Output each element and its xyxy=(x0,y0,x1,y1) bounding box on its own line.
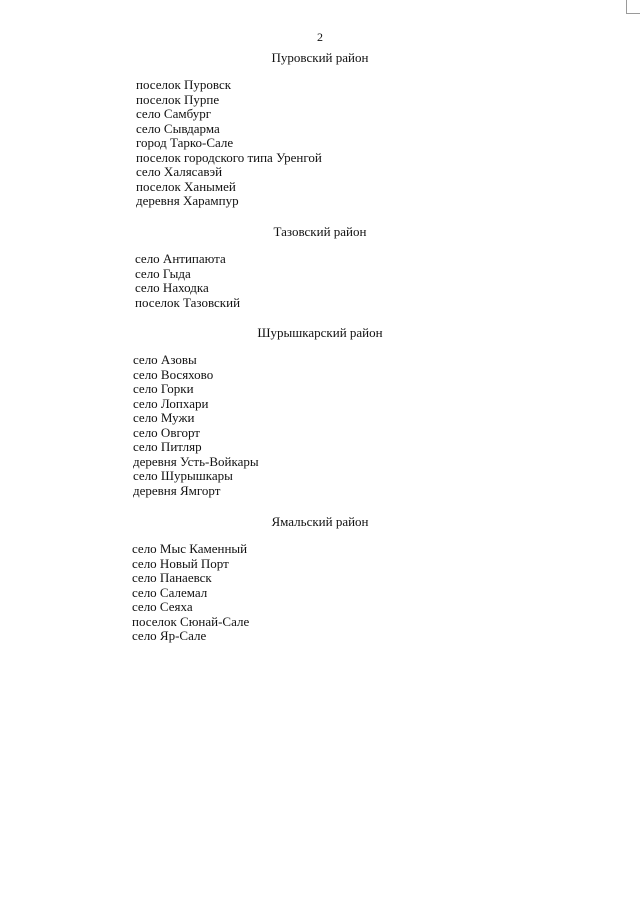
list-item: поселок городского типа Уренгой xyxy=(136,149,322,165)
list-item: деревня Ямгорт xyxy=(133,482,221,498)
settlement-list-purovsky xyxy=(136,78,322,209)
list-item: село Халясавэй xyxy=(136,164,223,179)
settlement-list-yamalsky xyxy=(132,542,249,644)
list-item: село Мыс Каменный xyxy=(132,541,248,556)
list-item: село Салемал xyxy=(132,584,208,600)
page-number: 2 xyxy=(317,30,323,44)
list-item: село Панаевск xyxy=(132,570,212,585)
page-corner-mark xyxy=(626,0,640,14)
list-item: село Сывдарма xyxy=(136,120,220,136)
section-heading-shuryshkarsky: Шурышкарский район xyxy=(257,325,383,340)
section-heading-tazovsky: Тазовский район xyxy=(273,224,367,239)
list-item: село Питляр xyxy=(133,439,202,454)
settlement-list-shuryshkarsky xyxy=(133,353,259,498)
list-item: село Азовы xyxy=(133,352,197,367)
list-item: поселок Пурпе xyxy=(136,91,220,107)
list-item: село Находка xyxy=(135,280,209,295)
list-item: село Яр-Сале xyxy=(132,628,207,643)
section-heading-yamalsky: Ямальский район xyxy=(271,514,369,529)
list-item: поселок Сюнай-Сале xyxy=(132,613,250,629)
list-item: село Восяхово xyxy=(133,366,214,382)
list-item: деревня Харампур xyxy=(136,193,239,208)
list-item: село Новый Порт xyxy=(132,555,229,571)
section-heading-purovsky: Пуровский район xyxy=(271,50,369,65)
list-item: село Антипаюта xyxy=(135,251,226,266)
list-item: село Гыда xyxy=(135,265,191,281)
list-item: село Горки xyxy=(133,381,194,396)
list-item: село Лопхари xyxy=(133,395,209,411)
list-item: село Овгорт xyxy=(133,424,200,440)
list-item: поселок Тазовский xyxy=(135,294,241,310)
list-item: город Тарко-Сале xyxy=(136,135,234,150)
list-item: село Самбург xyxy=(136,106,212,121)
settlement-list-tazovsky xyxy=(135,252,240,310)
list-item: село Сеяха xyxy=(132,599,193,614)
list-item: деревня Усть-Войкары xyxy=(133,453,259,469)
list-item: поселок Пуровск xyxy=(136,77,232,92)
list-item: село Шурышкары xyxy=(133,468,233,483)
list-item: поселок Ханымей xyxy=(136,178,236,194)
list-item: село Мужи xyxy=(133,410,195,425)
